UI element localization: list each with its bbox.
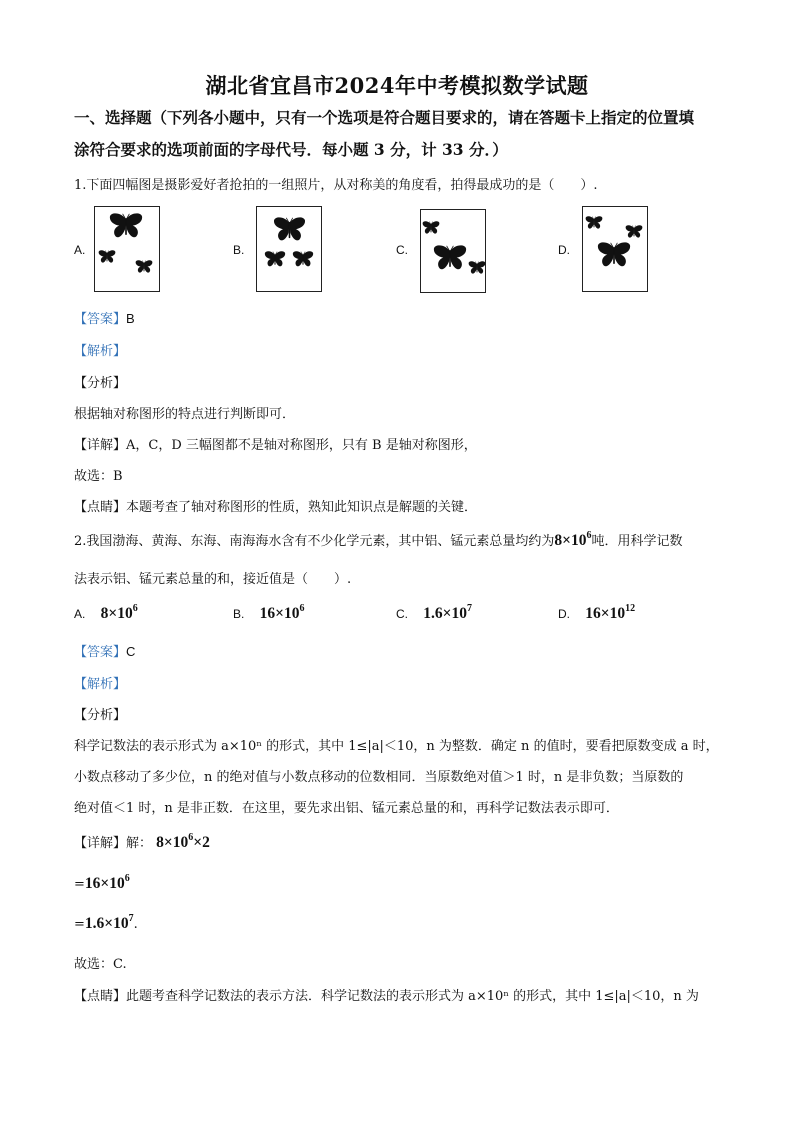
butterfly-icon	[109, 213, 143, 240]
q1-option-a-label: A.	[74, 243, 86, 257]
q2-fenxi-line3: 绝对值＜1 时，n 是非正数．在这里，要先求出铝、锰元素总量的和，再科学记数法表示即可．	[74, 801, 619, 816]
q1-photo-a	[94, 206, 160, 292]
butterfly-icon	[273, 217, 306, 243]
q1-photo-b	[256, 206, 322, 292]
q1-dianjing: 【点睛】本题考查了轴对称图形的性质，熟知此知识点是解题的关键．	[74, 500, 478, 515]
q2-answer	[74, 641, 135, 660]
answer-value: C	[126, 644, 136, 659]
q1-stem: 1.下面四幅图是摄影爱好者抢拍的一组照片，从对称美的角度看，拍得最成功的是（ ）.	[74, 178, 598, 193]
page-title: 湖北省宜昌市2024年中考模拟数学试题	[205, 73, 589, 98]
q2-step3	[74, 914, 138, 933]
option-math	[423, 602, 472, 622]
math-exponent: 12	[625, 602, 636, 614]
math-base: 8×10	[100, 605, 133, 622]
math-exponent: 6	[188, 831, 194, 843]
q2-stem-line2: 法表示铝、锰元素总量的和，接近值是（ ）.	[74, 572, 352, 587]
q2-xiangjie	[74, 832, 210, 852]
butterfly-icon	[625, 225, 643, 239]
butterfly-icon	[98, 250, 116, 264]
equals-sign: =	[74, 877, 85, 893]
butterfly-icon	[264, 251, 286, 268]
q2-fenxi-line2: 小数点移动了多少位，n 的绝对值与小数点移动的位数相同．当原数绝对值＞1 时，n 是非负数；当原数的	[74, 770, 684, 785]
q2-fenxi-tag: 【分析】	[74, 708, 127, 723]
xiangjie-tag: 【详解】解：	[74, 836, 153, 851]
math-exponent: 6	[299, 602, 305, 614]
math-exponent: 7	[128, 913, 134, 924]
answer-tag: 【答案】	[74, 645, 127, 660]
step3-math	[85, 915, 134, 932]
q2-option-b	[233, 603, 304, 623]
answer-value: B	[126, 311, 135, 326]
math-exponent: 6	[132, 602, 138, 614]
option-label: D.	[558, 607, 570, 621]
q1-photo-d	[582, 206, 648, 292]
q2-option-a	[74, 603, 138, 623]
period: .	[133, 917, 138, 933]
butterfly-icon	[597, 242, 631, 269]
q1-fenxi-tag: 【分析】	[74, 376, 127, 391]
option-math	[259, 602, 305, 622]
answer-tag: 【答案】	[74, 312, 127, 327]
butterfly-icon	[585, 216, 603, 230]
q1-xiangjie: 【详解】A，C，D 三幅图都不是轴对称图形，只有 B 是轴对称图形，	[74, 438, 477, 453]
q2-stem-math	[554, 529, 592, 549]
q2-option-d	[558, 603, 635, 623]
q1-option-c-label: C.	[396, 243, 408, 257]
q2-step2	[74, 874, 130, 893]
q1-choose: 故选：B	[74, 469, 123, 484]
math-base: 8×10	[554, 532, 587, 549]
q2-stem-text-tail: 吨．用科学记数	[591, 534, 683, 549]
butterfly-icon	[468, 261, 486, 275]
math-base: 8×10	[156, 834, 189, 851]
step2-math	[85, 875, 130, 892]
q2-option-c	[396, 603, 472, 623]
math-exponent: 6	[586, 529, 592, 541]
q1-option-d-label: D.	[558, 243, 570, 257]
q2-jiexi-tag: 【解析】	[74, 677, 127, 692]
math-base: 16×10	[585, 605, 626, 622]
q1-option-b-label: B.	[233, 243, 245, 257]
math-base: 1.6×10	[84, 915, 129, 933]
option-math	[100, 602, 138, 622]
q2-fenxi-line1: 科学记数法的表示形式为 a×10ⁿ 的形式，其中 1≤|a|＜10，n 为整数．确定 n 的值时，要看把原数变成 a 时，	[74, 739, 719, 754]
math-base: 16×10	[259, 605, 300, 622]
butterfly-icon	[135, 260, 153, 274]
option-label: A.	[74, 607, 86, 621]
q2-stem-text: 2.我国渤海、黄海、东海、南海海水含有不少化学元素，其中铝、锰元素总量均约为	[74, 534, 555, 549]
math-exponent: 6	[124, 873, 130, 884]
q2-dianjing: 【点睛】此题考查科学记数法的表示方法．科学记数法的表示形式为 a×10ⁿ 的形式，其中 1≤|a|＜10，n 为	[74, 989, 699, 1004]
math-exponent: 7	[466, 602, 472, 614]
section-heading-line1: 一、选择题（下列各小题中，只有一个选项是符合题目要求的，请在答题卡上指定的位置填	[74, 108, 695, 127]
q2-stem-line1	[74, 530, 683, 550]
q1-photo-c	[420, 209, 486, 293]
option-label: C.	[396, 607, 408, 621]
section-heading-line2: 涂符合要求的选项前面的字母代号．每小题 3 分，计 33 分．）	[74, 140, 508, 159]
butterfly-icon	[433, 245, 467, 272]
q1-answer	[74, 308, 135, 327]
q1-fenxi-text: 根据轴对称图形的特点进行判断即可．	[74, 407, 296, 422]
option-label: B.	[233, 607, 245, 621]
math-base: 1.6×10	[423, 605, 467, 622]
math-tail: ×2	[193, 834, 210, 851]
equals-sign: =	[74, 917, 85, 933]
option-math	[585, 602, 636, 622]
butterfly-icon	[292, 251, 314, 268]
step1-math	[156, 831, 210, 851]
q1-jiexi-tag: 【解析】	[74, 344, 127, 359]
butterfly-icon	[422, 221, 440, 235]
math-base: 16×10	[84, 875, 125, 893]
q2-choose: 故选：C.	[74, 957, 127, 972]
